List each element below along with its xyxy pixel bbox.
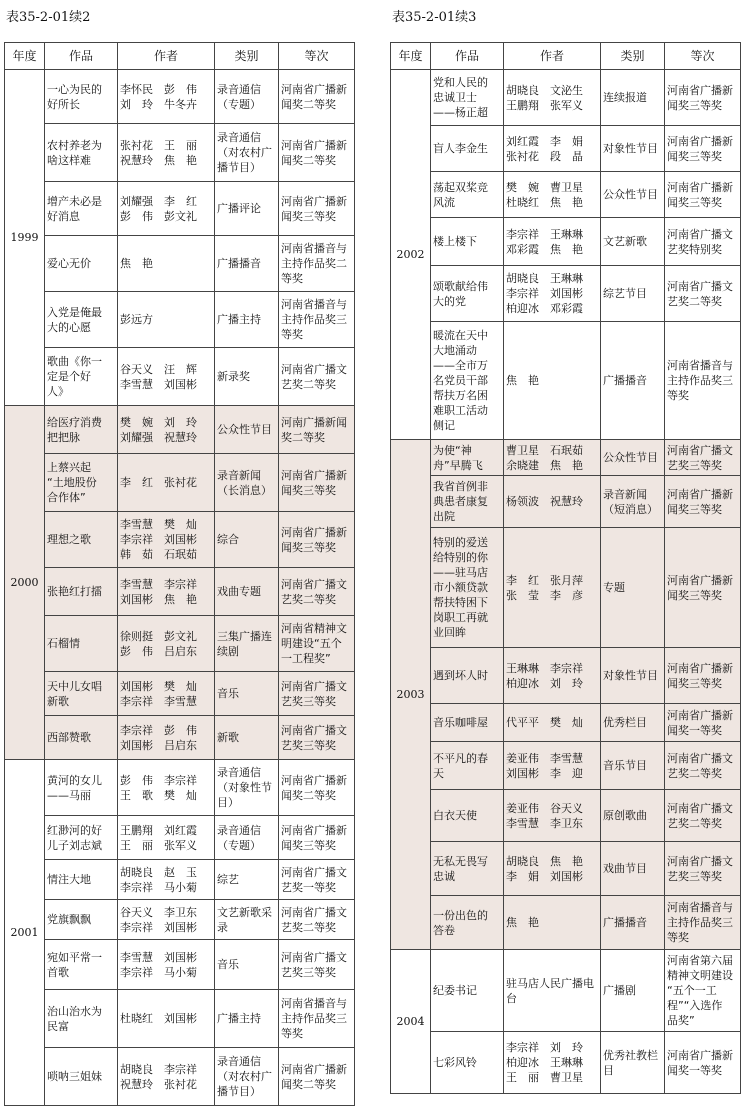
table-row [5, 816, 355, 860]
work-cell: 治山治水为 民富 [45, 990, 118, 1048]
work-cell: 爱心无价 [45, 236, 118, 292]
year-cell: 2004 [391, 950, 431, 1094]
category-cell: 专题 [601, 528, 665, 648]
category-cell: 广播主持 [215, 292, 279, 348]
grade-cell: 河南省广播新 闻奖三等奖 [665, 172, 741, 218]
work-cell: 遇到坏人时 [431, 648, 504, 704]
category-header: 类别 [215, 43, 279, 70]
work-cell: 党和人民的 忠诚卫士 ——杨正超 [431, 70, 504, 126]
authors-cell: 李宗祥 彭 伟 刘国彬 吕启东 [118, 716, 215, 760]
grade-cell: 河南省广播文 艺奖二等奖 [279, 348, 355, 406]
right-awards-table [390, 42, 741, 1094]
grade-cell: 河南省广播文 艺奖三等奖 [279, 940, 355, 990]
category-cell: 公众性节目 [601, 440, 665, 476]
category-cell: 优秀社教栏 目 [601, 1032, 665, 1094]
author-header: 作者 [118, 43, 215, 70]
authors-cell: 胡晓良 赵 玉 李宗祥 马小菊 [118, 860, 215, 900]
category-cell: 录音通信 （对象性节 目） [215, 760, 279, 816]
table-row [5, 940, 355, 990]
table-row [391, 172, 741, 218]
year-cell: 2003 [391, 440, 431, 950]
grade-cell: 河南省广播文 艺奖特别奖 [665, 218, 741, 266]
table-row [5, 124, 355, 182]
grade-cell: 河南省广播文 艺奖二等奖 [665, 790, 741, 842]
work-cell: 为使“神 舟”早腾飞 [431, 440, 504, 476]
work-cell: 楼上楼下 [431, 218, 504, 266]
authors-cell: 李雪慧 刘国彬 李宗祥 马小菊 [118, 940, 215, 990]
category-cell: 公众性节目 [215, 406, 279, 454]
work-cell: 暖流在天中 大地涌动 ——全市万 名党员干部 帮扶万名困 难职工活动 侧记 [431, 322, 504, 440]
category-cell: 录音通信 （对农村广 播节目） [215, 1048, 279, 1106]
grade-cell: 河南省广播文 艺奖二等奖 [279, 568, 355, 616]
authors-cell: 姜亚伟 李雪慧 刘国彬 李 迎 [504, 742, 601, 790]
work-cell: 歌曲《你一 定是个好 人》 [45, 348, 118, 406]
authors-cell: 彭 伟 李宗祥 王 歌 樊 灿 [118, 760, 215, 816]
work-cell: 农村养老为 啥这样难 [45, 124, 118, 182]
grade-cell: 河南省广播新 闻奖一等奖 [665, 1032, 741, 1094]
table-row [5, 454, 355, 512]
table-row [5, 990, 355, 1048]
table-row [5, 70, 355, 124]
authors-cell: 胡晓良 焦 艳 李 娟 刘国彬 [504, 842, 601, 896]
category-cell: 原创歌曲 [601, 790, 665, 842]
grade-cell: 河南省广播新 闻奖三等奖 [279, 512, 355, 568]
authors-cell: 樊 婉 刘 玲 刘耀强 祝慧玲 [118, 406, 215, 454]
category-cell: 文艺新歌采 录 [215, 900, 279, 940]
category-cell: 综艺 [215, 860, 279, 900]
grade-header: 等次 [279, 43, 355, 70]
grade-cell: 河南省广播文 艺奖三等奖 [279, 716, 355, 760]
table-row [391, 950, 741, 1032]
category-cell: 录音新闻 （长消息） [215, 454, 279, 512]
table-row [391, 742, 741, 790]
authors-cell: 谷天义 汪 辉 李雪慧 刘国彬 [118, 348, 215, 406]
work-cell: 上蔡兴起 “土地股份 合作体” [45, 454, 118, 512]
grade-header: 等次 [665, 43, 741, 70]
left-awards-table [4, 42, 355, 1106]
grade-cell: 河南省播音与 主持作品奖三 等奖 [665, 896, 741, 950]
authors-cell: 李雪慧 樊 灿 李宗祥 刘国彬 韩 茹 石珉茹 [118, 512, 215, 568]
table-row [5, 760, 355, 816]
grade-cell: 河南省广播文 艺奖一等奖 [279, 860, 355, 900]
work-cell: 宛如平常一 首歌 [45, 940, 118, 990]
category-cell: 录音通信 （专题） [215, 70, 279, 124]
table-row [391, 70, 741, 126]
grade-cell: 河南省广播文 艺奖三等奖 [665, 842, 741, 896]
authors-cell: 曹卫星 石珉茹 余晓建 焦 艳 [504, 440, 601, 476]
year-header: 年度 [391, 43, 431, 70]
authors-cell: 彭远方 [118, 292, 215, 348]
work-cell: 白衣天使 [431, 790, 504, 842]
authors-cell: 李雪慧 李宗祥 刘国彬 焦 艳 [118, 568, 215, 616]
table-row [391, 1032, 741, 1094]
work-cell: 情注大地 [45, 860, 118, 900]
authors-cell: 刘耀强 李 红 彭 伟 彭文礼 [118, 182, 215, 236]
work-cell: 荡起双桨竞 风流 [431, 172, 504, 218]
authors-cell: 焦 艳 [504, 322, 601, 440]
category-cell: 综艺节目 [601, 266, 665, 322]
grade-cell: 河南省广播新 闻奖三等奖 [665, 476, 741, 528]
category-cell: 音乐 [215, 672, 279, 716]
category-cell: 综合 [215, 512, 279, 568]
work-cell: 张艳红打擂 [45, 568, 118, 616]
year-cell: 2002 [391, 70, 431, 440]
table-row [5, 1048, 355, 1106]
work-cell: 一份出色的 答卷 [431, 896, 504, 950]
category-cell: 三集广播连 续剧 [215, 616, 279, 672]
grade-cell: 河南省广播文 艺奖二等奖 [665, 742, 741, 790]
grade-cell: 河南省广播新 闻奖三等奖 [279, 182, 355, 236]
table-row [5, 900, 355, 940]
table-row [391, 528, 741, 648]
work-cell: 给医疗消费 把把脉 [45, 406, 118, 454]
grade-cell: 河南省广播文 艺奖三等奖 [665, 440, 741, 476]
work-cell: 七彩风铃 [431, 1032, 504, 1094]
category-cell: 录音新闻 （短消息） [601, 476, 665, 528]
authors-cell: 杨领波 祝慧玲 [504, 476, 601, 528]
right-header-row [391, 43, 741, 70]
work-cell: 我省首例非 典患者康复 出院 [431, 476, 504, 528]
table-row [391, 896, 741, 950]
author-header: 作者 [504, 43, 601, 70]
grade-cell: 河南省播音与 主持作品奖三 等奖 [279, 990, 355, 1048]
table-row [5, 568, 355, 616]
work-cell: 入党是俺最 大的心愿 [45, 292, 118, 348]
category-cell: 广播评论 [215, 182, 279, 236]
table-row [391, 842, 741, 896]
category-cell: 文艺新歌 [601, 218, 665, 266]
year-cell: 2001 [5, 760, 45, 1106]
authors-cell: 胡晓良 文泌生 王鹏翔 张军义 [504, 70, 601, 126]
work-header: 作品 [431, 43, 504, 70]
work-cell: 纪委书记 [431, 950, 504, 1032]
grade-cell: 河南省广播文 艺奖二等奖 [279, 900, 355, 940]
grade-cell: 河南省广播新 闻奖二等奖 [279, 70, 355, 124]
grade-cell: 河南省广播文 艺奖三等奖 [279, 672, 355, 716]
table-row [391, 126, 741, 172]
table-row [5, 616, 355, 672]
category-cell: 新歌 [215, 716, 279, 760]
grade-cell: 河南省第六届 精神文明建设 “五个一工 程”“入选作 品奖” [665, 950, 741, 1032]
work-cell: 特别的爱送 给特别的你 ——驻马店 市小额贷款 帮扶特困下 岗职工再就 业回眸 [431, 528, 504, 648]
work-cell: 增产未必是 好消息 [45, 182, 118, 236]
authors-cell: 王琳琳 李宗祥 柏迎冰 刘 玲 [504, 648, 601, 704]
table-row [5, 512, 355, 568]
work-header: 作品 [45, 43, 118, 70]
authors-cell: 杜晓红 刘国彬 [118, 990, 215, 1048]
authors-cell: 徐则挺 彭文礼 彭 伟 吕启东 [118, 616, 215, 672]
table-row [5, 406, 355, 454]
table-row [391, 648, 741, 704]
grade-cell: 河南省广播新 闻奖三等奖 [279, 454, 355, 512]
authors-cell: 李 红 张月萍 张 莹 李 彦 [504, 528, 601, 648]
authors-cell: 胡晓良 王琳琳 李宗祥 刘国彬 柏迎冰 邓彩霞 [504, 266, 601, 322]
grade-cell: 河南省广播新 闻奖三等奖 [665, 126, 741, 172]
grade-cell: 河南省广播新 闻奖三等奖 [665, 648, 741, 704]
grade-cell: 河南省广播新 闻奖二等奖 [279, 1048, 355, 1106]
authors-cell: 王鹏翔 刘红霞 王 丽 张军义 [118, 816, 215, 860]
work-cell: 红渺河的好 儿子刘志斌 [45, 816, 118, 860]
authors-cell: 代平平 樊 灿 [504, 704, 601, 742]
work-cell: 黄河的女儿 ——马丽 [45, 760, 118, 816]
work-cell: 西部赞歌 [45, 716, 118, 760]
authors-cell: 胡晓良 李宗祥 祝慧玲 张衬花 [118, 1048, 215, 1106]
grade-cell: 河南省广播新 闻奖二等奖 [279, 760, 355, 816]
category-cell: 连续报道 [601, 70, 665, 126]
work-cell: 一心为民的 好所长 [45, 70, 118, 124]
grade-cell: 河南省精神文 明建设“五个 一工程奖” [279, 616, 355, 672]
authors-cell: 李宗祥 刘 玲 柏迎冰 王琳琳 王 丽 曹卫星 [504, 1032, 601, 1094]
work-cell: 理想之歌 [45, 512, 118, 568]
table-row [391, 266, 741, 322]
table-row [5, 672, 355, 716]
category-cell: 广播播音 [601, 896, 665, 950]
grade-cell: 河南省广播文 艺奖二等奖 [665, 266, 741, 322]
work-cell: 无私无畏写 忠诚 [431, 842, 504, 896]
category-cell: 录音通信 （对农村广 播节目） [215, 124, 279, 182]
table-row [5, 860, 355, 900]
work-cell: 天中儿女唱 新歌 [45, 672, 118, 716]
category-cell: 对象性节目 [601, 648, 665, 704]
category-cell: 广播播音 [601, 322, 665, 440]
table-row [391, 218, 741, 266]
table-row [5, 292, 355, 348]
category-cell: 对象性节目 [601, 126, 665, 172]
table-row [391, 704, 741, 742]
category-cell: 广播播音 [215, 236, 279, 292]
category-header: 类别 [601, 43, 665, 70]
table-row [391, 476, 741, 528]
grade-cell: 河南省广播新 闻奖三等奖 [665, 528, 741, 648]
category-cell: 优秀栏目 [601, 704, 665, 742]
left-header-row [5, 43, 355, 70]
grade-cell: 河南省播音与 主持作品奖三 等奖 [279, 292, 355, 348]
grade-cell: 河南省广播新 闻奖一等奖 [665, 704, 741, 742]
table-row [5, 716, 355, 760]
work-cell: 不平凡的春 天 [431, 742, 504, 790]
category-cell: 音乐 [215, 940, 279, 990]
category-cell: 音乐节目 [601, 742, 665, 790]
category-cell: 公众性节目 [601, 172, 665, 218]
year-cell: 2000 [5, 406, 45, 760]
work-cell: 石榴情 [45, 616, 118, 672]
work-cell: 音乐咖啡屋 [431, 704, 504, 742]
authors-cell: 刘红霞 李 娟 张衬花 段 晶 [504, 126, 601, 172]
authors-cell: 李怀民 彭 伟 刘 玲 牛冬卉 [118, 70, 215, 124]
year-cell: 1999 [5, 70, 45, 406]
table-row [5, 348, 355, 406]
authors-cell: 刘国彬 樊 灿 李宗祥 李雪慧 [118, 672, 215, 716]
category-cell: 戏曲节目 [601, 842, 665, 896]
category-cell: 广播主持 [215, 990, 279, 1048]
category-cell: 广播剧 [601, 950, 665, 1032]
grade-cell: 河南省广播新 闻奖二等奖 [279, 124, 355, 182]
grade-cell: 河南省播音与 主持作品奖三 等奖 [665, 322, 741, 440]
grade-cell: 河南广播新闻 奖二等奖 [279, 406, 355, 454]
authors-cell: 焦 艳 [118, 236, 215, 292]
year-header: 年度 [5, 43, 45, 70]
work-cell: 党旗飘飘 [45, 900, 118, 940]
table-row [5, 236, 355, 292]
work-cell: 唢呐三姐妹 [45, 1048, 118, 1106]
table-row [5, 182, 355, 236]
authors-cell: 焦 艳 [504, 896, 601, 950]
table-row [391, 440, 741, 476]
authors-cell: 李 红 张衬花 [118, 454, 215, 512]
work-cell: 盲人李金生 [431, 126, 504, 172]
grade-cell: 河南省广播新 闻奖三等奖 [279, 816, 355, 860]
work-cell: 颂歌献给伟 大的党 [431, 266, 504, 322]
category-cell: 录音通信 （专题） [215, 816, 279, 860]
authors-cell: 驻马店人民广播电 台 [504, 950, 601, 1032]
category-cell: 戏曲专题 [215, 568, 279, 616]
authors-cell: 樊 婉 曹卫星 杜晓红 焦 艳 [504, 172, 601, 218]
authors-cell: 谷天义 李卫东 李宗祥 刘国彬 [118, 900, 215, 940]
table-row [391, 322, 741, 440]
left-table-title: 表35-2-01续2 [6, 10, 91, 25]
table-row [391, 790, 741, 842]
right-table-title: 表35-2-01续3 [392, 10, 477, 25]
grade-cell: 河南省播音与 主持作品奖二 等奖 [279, 236, 355, 292]
authors-cell: 张衬花 王 丽 祝慧玲 焦 艳 [118, 124, 215, 182]
authors-cell: 姜亚伟 谷天义 李雪慧 李卫东 [504, 790, 601, 842]
authors-cell: 李宗祥 王琳琳 邓彩霞 焦 艳 [504, 218, 601, 266]
category-cell: 新录奖 [215, 348, 279, 406]
grade-cell: 河南省广播新 闻奖三等奖 [665, 70, 741, 126]
